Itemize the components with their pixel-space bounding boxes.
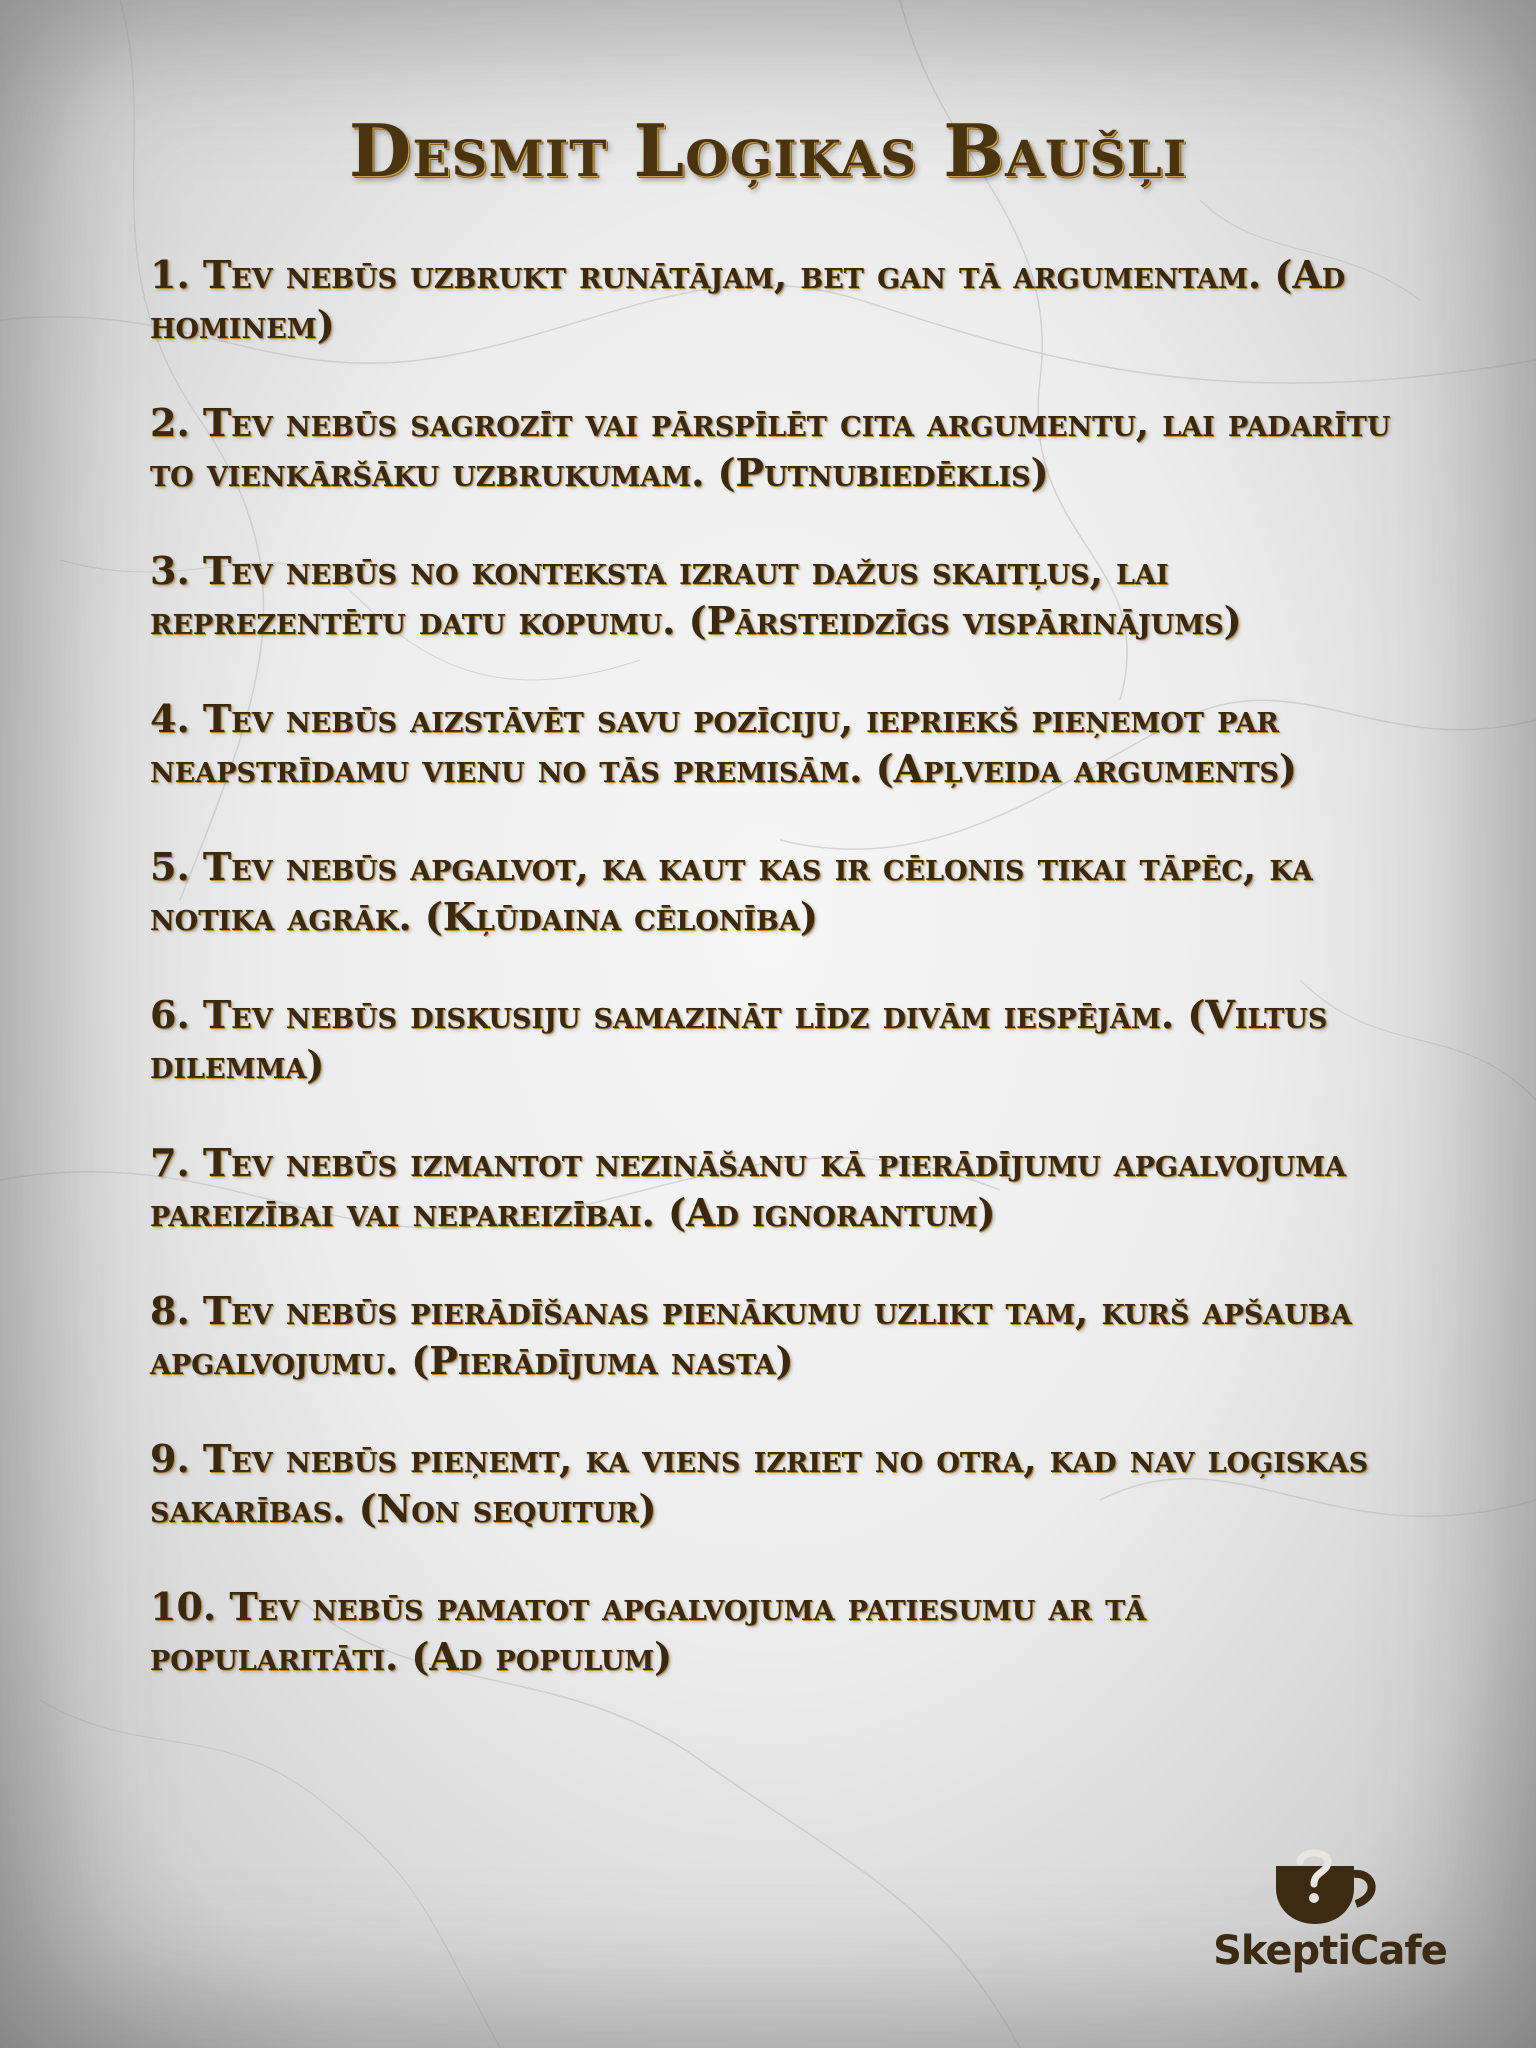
logo-text: SkeptiCafe [1213, 1928, 1447, 1974]
commandment-item: 9. Tev nebūs pieņemt, ka viens izriet no otra, kad nav loģiskas sakarības. (Non sequitur) [150, 1436, 1369, 1531]
commandment-item: 10. Tev nebūs pamatot apgalvojuma patiesumu ar tā popularitāti. (Ad populum) [150, 1584, 1147, 1679]
commandment-item: 3. Tev nebūs no konteksta izraut dažus skaitļus, lai reprezentētu datu kopumu. (Pārsteidzīgs vispārinājums) [150, 548, 1242, 643]
commandment-item: 2. Tev nebūs sagrozīt vai pārspīlēt cita argumentu, lai padarītu to vienkāršāku uzbrukumam. (Putnubiedēklis) [150, 400, 1391, 495]
commandment-item: 8. Tev nebūs pierādīšanas pienākumu uzlikt tam, kurš apšauba apgalvojumu. (Pierādījuma nasta) [150, 1288, 1352, 1383]
page-title: Desmit Loģikas Baušļi [348, 108, 1188, 193]
commandment-item: 4. Tev nebūs aizstāvēt savu pozīciju, iepriekš pieņemot par neapstrīdamu vienu no tās premisām. (Apļveida arguments) [150, 696, 1297, 791]
commandment-item: 6. Tev nebūs diskusiju samazināt līdz divām iespējām. (Viltus dilemma) [150, 992, 1328, 1087]
skepticafe-logo [1200, 1848, 1460, 1978]
coffee-cup-question-mark-icon [1270, 1848, 1390, 1930]
commandment-item: 5. Tev nebūs apgalvot, ka kaut kas ir cēlonis tikai tāpēc, ka notika agrāk. (Kļūdaina cēlonība) [150, 844, 1313, 939]
commandment-item: 7. Tev nebūs izmantot nezināšanu kā pierādījumu apgalvojuma pareizībai vai nepareizībai. (Ad ignorantum) [150, 1140, 1346, 1235]
commandment-item: 1. Tev nebūs uzbrukt runātājam, bet gan tā argumentam. (Ad hominem) [150, 252, 1346, 347]
commandments-list [150, 250, 1400, 1730]
